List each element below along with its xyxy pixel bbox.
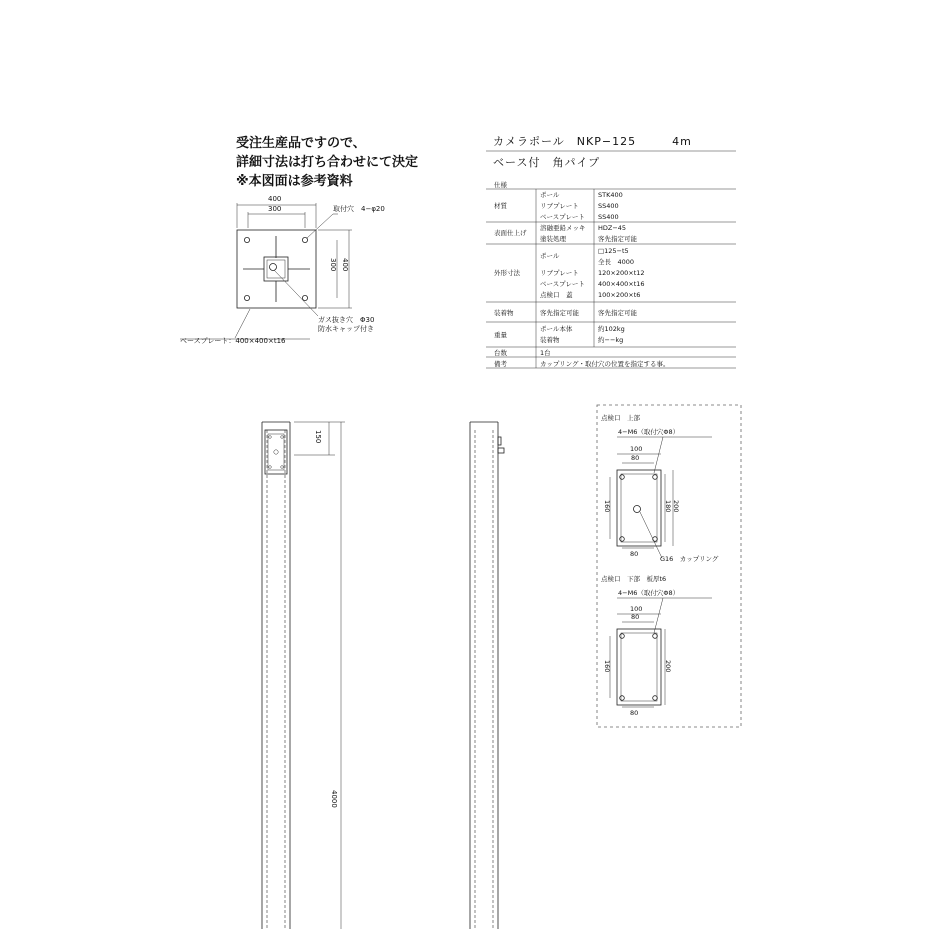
upper-title: 点検口 上部 xyxy=(601,414,640,422)
spec-item: 溶融亜鉛メッキ xyxy=(540,224,586,232)
base-dim-inner: 300 xyxy=(268,205,282,213)
spec-value: 100×200×t6 xyxy=(598,291,641,299)
lower-w-inner: 80 xyxy=(631,613,640,621)
spec-item: ポール xyxy=(540,191,560,199)
product-subtitle: ベース付 角パイプ xyxy=(493,156,601,169)
spec-row-head: 装着物 xyxy=(494,309,514,317)
upper-h-r1: 180 xyxy=(664,500,672,513)
base-plate-plan xyxy=(180,195,385,345)
spec-value: HDZ−45 xyxy=(598,224,627,232)
note-line-3: ※本図面は参考資料 xyxy=(236,174,353,189)
inspection-lower xyxy=(601,574,712,717)
upper-hatch-outline xyxy=(617,470,661,546)
spec-item: ベースプレート xyxy=(540,213,585,221)
spec-value: 客先指定可能 xyxy=(598,309,637,317)
spec-row-head: 台数 xyxy=(494,349,507,357)
lower-holes-label: 4−M6（取付穴Φ8） xyxy=(618,589,680,597)
mount-hole xyxy=(302,295,307,300)
product-title: カメラポール NKP−125 4m xyxy=(493,135,692,148)
base-dim-v-outer: 400 xyxy=(341,258,349,272)
spec-row-head: 重量 xyxy=(494,331,507,339)
pole-front-view xyxy=(262,422,345,929)
spec-row-head: 表面仕上げ xyxy=(494,229,527,237)
mount-hole xyxy=(244,237,249,242)
base-plate-label: ベースプレート：400×400×t16 xyxy=(180,337,286,345)
spec-value: STK400 xyxy=(598,191,623,199)
spec-row-head: 外形寸法 xyxy=(494,269,520,277)
inspection-hatch xyxy=(265,430,287,474)
pole-dim-top: 150 xyxy=(314,430,322,444)
spec-item: ポール xyxy=(540,252,560,260)
inspection-upper xyxy=(601,413,719,563)
spec-value: 約102kg xyxy=(598,325,625,333)
spec-item: カップリング・取付穴の位置を指定する事。 xyxy=(540,360,670,368)
gas-vent-label: ガス抜き穴 Φ30 xyxy=(318,316,375,324)
gas-vent-hole xyxy=(270,264,277,271)
inspection-detail-box xyxy=(597,405,741,727)
spec-item: リブプレート xyxy=(540,269,579,277)
upper-h-r2: 200 xyxy=(672,500,680,513)
spec-item: 装着物 xyxy=(540,336,560,344)
spec-table xyxy=(486,180,736,368)
spec-row-head: 備考 xyxy=(494,360,507,368)
spec-label: 仕様 xyxy=(494,181,507,189)
spec-value: SS400 xyxy=(598,213,619,221)
spec-value: □125−t5 xyxy=(598,247,629,255)
upper-holes-label: 4−M6（取付穴Φ8） xyxy=(618,428,680,436)
spec-value: 全長 4000 xyxy=(598,258,635,266)
lower-h-right: 200 xyxy=(664,660,672,673)
coupling-label: G16 カップリング xyxy=(660,555,719,563)
lower-w-outer: 100 xyxy=(630,605,643,613)
spec-item: リブプレート xyxy=(540,202,579,210)
spec-item: 客先指定可能 xyxy=(540,309,579,317)
upper-h-left: 160 xyxy=(603,500,611,513)
base-dim-v-inner: 300 xyxy=(329,258,337,272)
pole-dim-total: 4000 xyxy=(330,790,338,808)
pole-side-view xyxy=(470,422,504,929)
spec-row-head: 材質 xyxy=(494,202,507,210)
spec-value: 120×200×t12 xyxy=(598,269,645,277)
lower-title: 点検口 下部 板厚t6 xyxy=(601,575,667,583)
lower-h-left: 160 xyxy=(603,660,611,673)
base-hole-label: 取付穴 4−φ20 xyxy=(333,205,385,213)
spec-item: 塗装処理 xyxy=(540,235,566,243)
upper-w-outer: 100 xyxy=(630,445,643,453)
note-line-2: 詳細寸法は打ち合わせにて決定 xyxy=(236,155,419,170)
spec-item: ポール本体 xyxy=(540,325,573,333)
note-line-1: 受注生産品ですので、 xyxy=(236,136,366,151)
base-dim-outer: 400 xyxy=(268,195,282,203)
spec-value: 客先指定可能 xyxy=(598,235,637,243)
spec-item: ベースプレート xyxy=(540,280,585,288)
spec-value: 400×400×t16 xyxy=(598,280,645,288)
lower-hatch-outline xyxy=(617,629,661,705)
spec-item: 点検口 蓋 xyxy=(540,291,573,299)
spec-value: 約−−kg xyxy=(598,336,624,344)
upper-bottom-dim: 80 xyxy=(630,550,639,558)
coupling-hole xyxy=(634,506,641,513)
upper-w-inner: 80 xyxy=(631,454,640,462)
mount-hole xyxy=(244,295,249,300)
spec-item: 1台 xyxy=(540,349,551,357)
cap-label: 防水キャップ付き xyxy=(318,325,374,333)
spec-value: SS400 xyxy=(598,202,619,210)
mount-hole xyxy=(302,237,307,242)
lower-bottom-dim: 80 xyxy=(630,709,639,717)
coupling-fitting xyxy=(498,448,504,453)
